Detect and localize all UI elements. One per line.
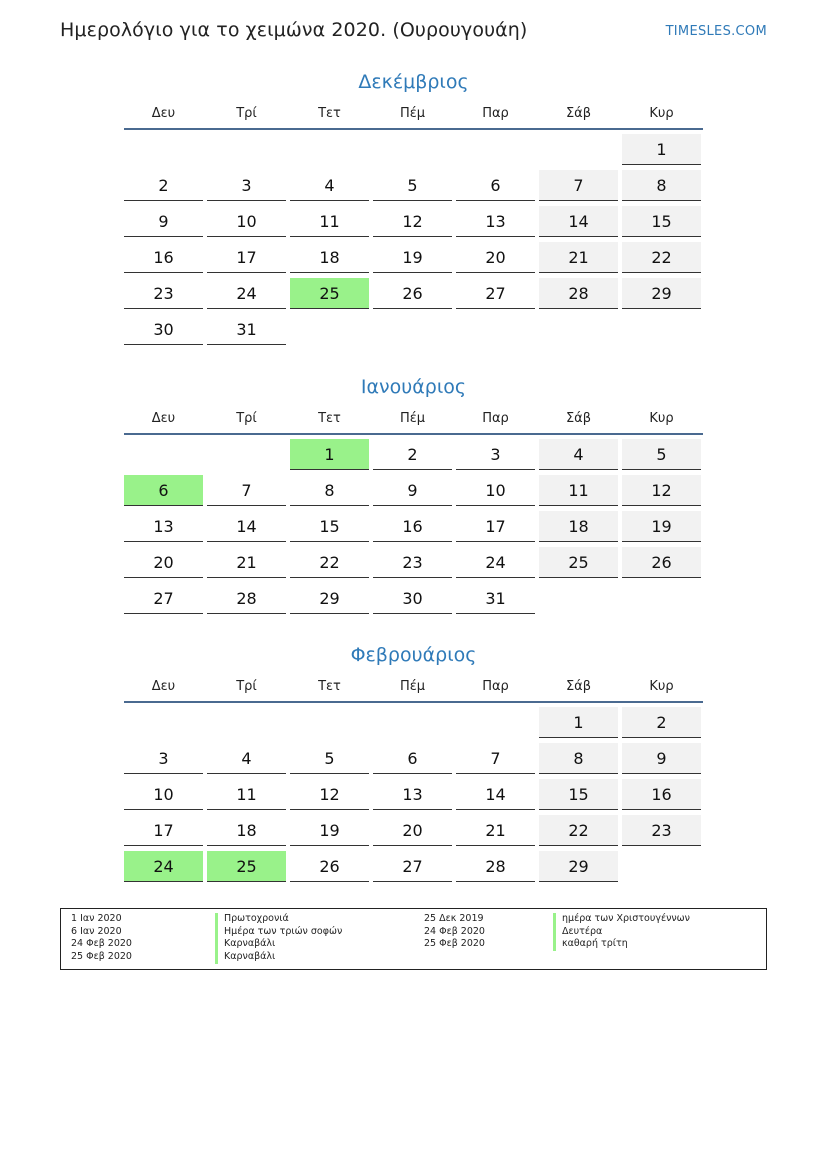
weekday-label: Παρ [482, 679, 509, 694]
day-cell: 10 [124, 779, 203, 810]
month-december [124, 70, 703, 350]
month-title: Ιανουάριος [360, 376, 467, 398]
day-cell: 17 [207, 242, 286, 273]
weekday-label: Κυρ [649, 679, 674, 694]
legend-holiday-name: καθαρή τρίτη [553, 938, 690, 951]
day-cell: 18 [290, 242, 369, 273]
week-row [124, 278, 703, 309]
empty-day-cell [207, 439, 286, 470]
legend-date: 25 Δεκ 2019 [424, 913, 484, 924]
day-cell: 6 [456, 170, 535, 201]
empty-day-cell [539, 583, 618, 614]
legend-dates-right [424, 913, 485, 951]
week-row [124, 314, 703, 345]
empty-day-cell [622, 314, 701, 345]
weekend-day-cell: 28 [539, 278, 618, 309]
month-january [124, 375, 703, 619]
legend-holiday-name: Δευτέρα [553, 926, 690, 939]
week-row [124, 707, 703, 738]
legend-date: 24 Φεβ 2020 [71, 938, 132, 950]
day-cell: 30 [124, 314, 203, 345]
day-cell: 12 [290, 779, 369, 810]
legend-date: 24 Φεβ 2020 [424, 925, 485, 937]
day-cell: 10 [456, 475, 535, 506]
weekday-label: Τετ [318, 411, 341, 426]
weekday-label: Δευ [151, 679, 176, 694]
weekday-label: Πέμ [399, 106, 426, 121]
day-cell: 16 [124, 242, 203, 273]
day-cell: 3 [124, 743, 203, 774]
day-cell: 20 [456, 242, 535, 273]
legend-dates-left [71, 913, 132, 964]
empty-day-cell [290, 134, 369, 165]
day-cell: 31 [456, 583, 535, 614]
weekday-label: Τρί [236, 679, 257, 694]
week-row [124, 475, 703, 506]
weekday-label: Σάβ [565, 106, 592, 121]
weekend-day-cell: 8 [539, 743, 618, 774]
weekday-label: Σάβ [565, 411, 592, 426]
day-cell: 15 [290, 511, 369, 542]
day-cell: 13 [456, 206, 535, 237]
week-row [124, 439, 703, 470]
weekend-day-cell: 7 [539, 170, 618, 201]
day-cell: 22 [290, 547, 369, 578]
weekend-day-cell: 15 [622, 206, 701, 237]
empty-day-cell [124, 439, 203, 470]
empty-day-cell [373, 707, 452, 738]
day-cell: 27 [124, 583, 203, 614]
weekend-day-cell: 15 [539, 779, 618, 810]
day-cell: 4 [290, 170, 369, 201]
weekend-day-cell: 23 [622, 815, 701, 846]
weekend-day-cell: 16 [622, 779, 701, 810]
day-cell: 19 [290, 815, 369, 846]
legend-holiday-name: Ημέρα των τριών σοφών [215, 926, 342, 939]
day-cell: 9 [124, 206, 203, 237]
month-grid [124, 707, 703, 882]
day-cell: 5 [290, 743, 369, 774]
day-cell: 16 [373, 511, 452, 542]
weekend-day-cell: 8 [622, 170, 701, 201]
weekday-label: Πέμ [399, 679, 426, 694]
day-cell: 21 [456, 815, 535, 846]
day-cell: 27 [373, 851, 452, 882]
day-cell: 2 [373, 439, 452, 470]
day-cell: 2 [124, 170, 203, 201]
holiday-day-cell: 24 [124, 851, 203, 882]
day-cell: 17 [456, 511, 535, 542]
week-row [124, 815, 703, 846]
legend-date: 1 Ιαν 2020 [71, 913, 122, 924]
weekday-label: Τετ [318, 106, 341, 121]
day-cell: 5 [373, 170, 452, 201]
week-row [124, 242, 703, 273]
weekday-header [124, 104, 703, 130]
holiday-day-cell: 25 [290, 278, 369, 309]
weekday-label: Τετ [318, 679, 341, 694]
legend-holiday-name: Καρναβάλι [215, 951, 342, 964]
weekday-label: Τρί [236, 106, 257, 121]
weekend-day-cell: 19 [622, 511, 701, 542]
day-cell: 26 [290, 851, 369, 882]
weekday-label: Σάβ [565, 679, 592, 694]
empty-day-cell [373, 134, 452, 165]
empty-day-cell [456, 707, 535, 738]
weekday-header [124, 409, 703, 435]
holiday-day-cell: 1 [290, 439, 369, 470]
empty-day-cell [622, 851, 701, 882]
day-cell: 28 [207, 583, 286, 614]
empty-day-cell [207, 707, 286, 738]
week-row [124, 779, 703, 810]
legend-names-right [553, 913, 690, 951]
weekend-day-cell: 29 [539, 851, 618, 882]
legend-names-left [215, 913, 342, 964]
brand-link[interactable]: TIMESLES.COM [665, 24, 767, 39]
day-cell: 24 [207, 278, 286, 309]
weekday-label: Δευ [151, 106, 176, 121]
empty-day-cell [207, 134, 286, 165]
day-cell: 24 [456, 547, 535, 578]
month-grid [124, 439, 703, 614]
weekend-day-cell: 26 [622, 547, 701, 578]
day-cell: 27 [456, 278, 535, 309]
empty-day-cell [539, 314, 618, 345]
weekend-day-cell: 22 [539, 815, 618, 846]
week-row [124, 547, 703, 578]
empty-day-cell [539, 134, 618, 165]
weekend-day-cell: 1 [539, 707, 618, 738]
weekday-label: Παρ [482, 411, 509, 426]
weekday-label: Δευ [151, 411, 176, 426]
page-title: Ημερολόγιο για το χειμώνα 2020. (Ουρουγουάη) [60, 19, 528, 41]
day-cell: 14 [456, 779, 535, 810]
legend-holiday-name: Πρωτοχρονιά [215, 913, 342, 926]
weekday-label: Παρ [482, 106, 509, 121]
weekday-label: Τρί [236, 411, 257, 426]
week-row [124, 583, 703, 614]
month-title: Φεβρουάριος [350, 644, 477, 666]
week-row [124, 851, 703, 882]
month-february [124, 643, 703, 887]
holiday-day-cell: 6 [124, 475, 203, 506]
weekend-day-cell: 14 [539, 206, 618, 237]
day-cell: 19 [373, 242, 452, 273]
day-cell: 23 [124, 278, 203, 309]
weekend-day-cell: 21 [539, 242, 618, 273]
day-cell: 11 [207, 779, 286, 810]
legend-date: 25 Φεβ 2020 [71, 951, 132, 963]
weekend-day-cell: 18 [539, 511, 618, 542]
weekend-day-cell: 5 [622, 439, 701, 470]
day-cell: 20 [124, 547, 203, 578]
weekend-day-cell: 12 [622, 475, 701, 506]
legend-date: 6 Ιαν 2020 [71, 925, 122, 937]
week-row [124, 511, 703, 542]
day-cell: 17 [124, 815, 203, 846]
day-cell: 31 [207, 314, 286, 345]
weekend-day-cell: 9 [622, 743, 701, 774]
day-cell: 11 [290, 206, 369, 237]
weekend-day-cell: 11 [539, 475, 618, 506]
holiday-day-cell: 25 [207, 851, 286, 882]
week-row [124, 134, 703, 165]
day-cell: 30 [373, 583, 452, 614]
weekend-day-cell: 2 [622, 707, 701, 738]
day-cell: 9 [373, 475, 452, 506]
day-cell: 12 [373, 206, 452, 237]
empty-day-cell [373, 314, 452, 345]
day-cell: 13 [373, 779, 452, 810]
legend-holiday-name: ημέρα των Χριστουγέννων [553, 913, 690, 926]
empty-day-cell [124, 707, 203, 738]
week-row [124, 743, 703, 774]
month-grid [124, 134, 703, 345]
day-cell: 14 [207, 511, 286, 542]
empty-day-cell [456, 314, 535, 345]
empty-day-cell [290, 707, 369, 738]
empty-day-cell [456, 134, 535, 165]
day-cell: 20 [373, 815, 452, 846]
weekend-day-cell: 25 [539, 547, 618, 578]
day-cell: 7 [207, 475, 286, 506]
weekend-day-cell: 4 [539, 439, 618, 470]
holiday-legend [60, 908, 767, 970]
day-cell: 18 [207, 815, 286, 846]
empty-day-cell [622, 583, 701, 614]
day-cell: 13 [124, 511, 203, 542]
weekday-label: Κυρ [649, 106, 674, 121]
month-title: Δεκέμβριος [358, 71, 469, 93]
day-cell: 3 [456, 439, 535, 470]
weekday-label: Πέμ [399, 411, 426, 426]
day-cell: 10 [207, 206, 286, 237]
legend-holiday-name: Καρναβάλι [215, 938, 342, 951]
empty-day-cell [290, 314, 369, 345]
day-cell: 26 [373, 278, 452, 309]
day-cell: 4 [207, 743, 286, 774]
weekend-day-cell: 1 [622, 134, 701, 165]
weekday-label: Κυρ [649, 411, 674, 426]
day-cell: 21 [207, 547, 286, 578]
week-row [124, 206, 703, 237]
day-cell: 29 [290, 583, 369, 614]
weekend-day-cell: 29 [622, 278, 701, 309]
day-cell: 3 [207, 170, 286, 201]
day-cell: 23 [373, 547, 452, 578]
day-cell: 28 [456, 851, 535, 882]
day-cell: 6 [373, 743, 452, 774]
weekend-day-cell: 22 [622, 242, 701, 273]
day-cell: 7 [456, 743, 535, 774]
week-row [124, 170, 703, 201]
weekday-header [124, 677, 703, 703]
day-cell: 8 [290, 475, 369, 506]
empty-day-cell [124, 134, 203, 165]
legend-date: 25 Φεβ 2020 [424, 938, 485, 950]
